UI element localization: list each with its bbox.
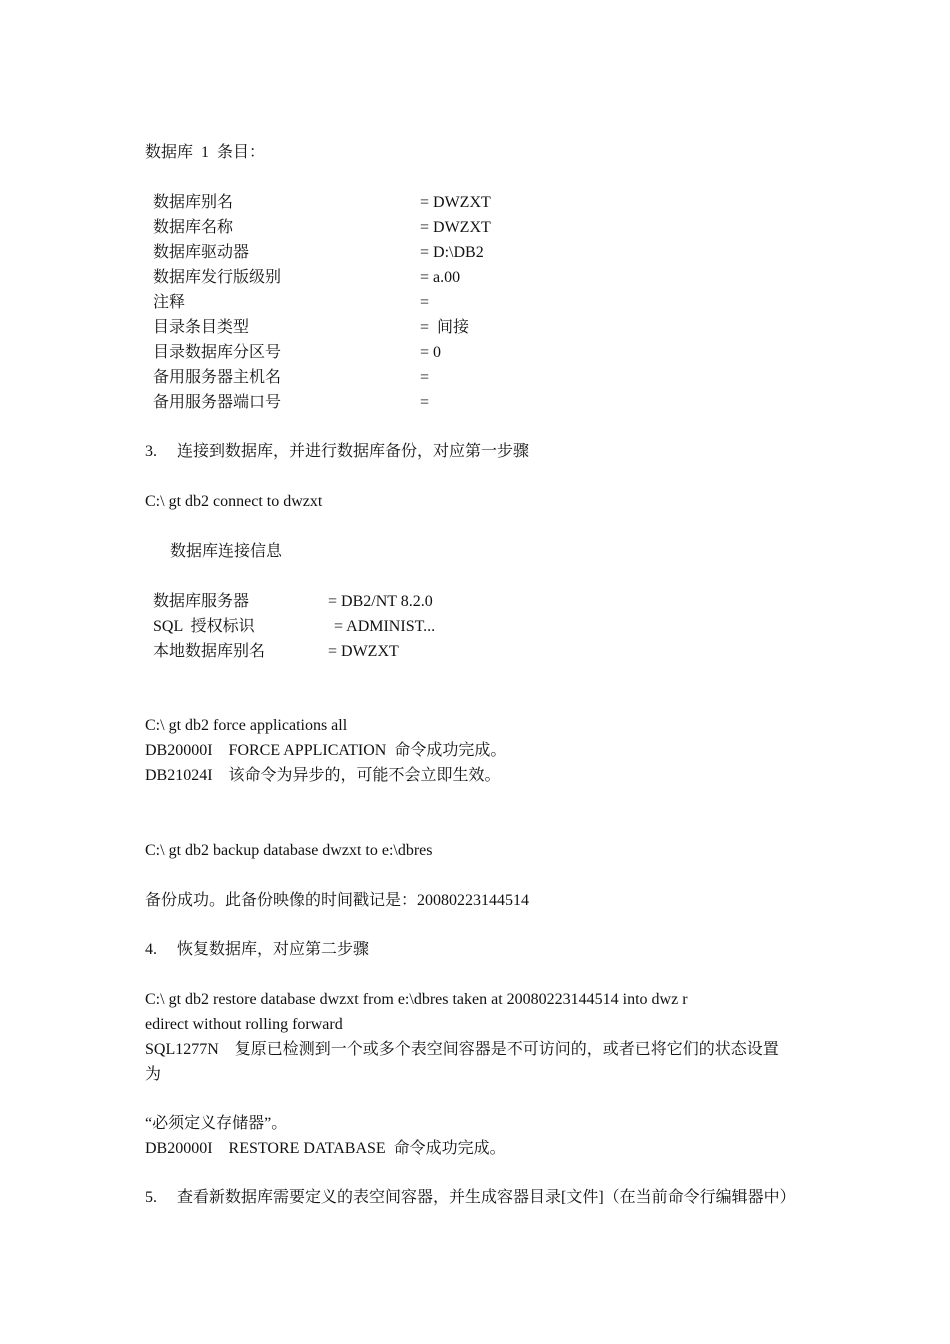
force-message-1: DB20000I FORCE APPLICATION 命令成功完成。 bbox=[145, 742, 507, 759]
db-entry-value: = D:\DB2 bbox=[420, 244, 484, 261]
db-entry-value: = 0 bbox=[420, 344, 442, 361]
force-message-2: DB21024I 该命令为异步的，可能不会立即生效。 bbox=[145, 767, 501, 784]
conn-entry-label: 数据库服务器 bbox=[153, 593, 250, 610]
db-entry-value: = bbox=[420, 294, 430, 311]
connect-command: C:\ gt db2 connect to dwzxt bbox=[145, 493, 323, 510]
db-entry-label: 目录条目类型 bbox=[153, 319, 250, 336]
db-entry-label: 数据库驱动器 bbox=[153, 244, 250, 261]
db-entry-label: 目录数据库分区号 bbox=[153, 344, 282, 361]
sql1277n-message-line-2: 为 bbox=[145, 1066, 162, 1083]
db-entry-value: = DWZXT bbox=[420, 194, 491, 211]
db-entry-value: = a.00 bbox=[420, 269, 461, 286]
force-command: C:\ gt db2 force applications all bbox=[145, 717, 348, 734]
conn-entry-label: 本地数据库别名 bbox=[153, 643, 266, 660]
db-entry-label: 数据库发行版级别 bbox=[153, 269, 282, 286]
db-entry-label: 备用服务器主机名 bbox=[153, 369, 282, 386]
sql1277n-message-line-1: SQL1277N 复原已检测到一个或多个表空间容器是不可访问的，或者已将它们的状态设置 bbox=[145, 1041, 779, 1058]
db-entry-value: = bbox=[420, 394, 430, 411]
restore-command-line-1: C:\ gt db2 restore database dwzxt from e:\dbres taken at 20080223144514 into dwz r bbox=[145, 991, 688, 1008]
conn-entry-label: SQL 授权标识 bbox=[153, 618, 255, 635]
db-entry-value: = DWZXT bbox=[420, 219, 491, 236]
step4-heading: 4. 恢复数据库，对应第二步骤 bbox=[145, 941, 370, 958]
db-entry-label: 注释 bbox=[153, 294, 186, 311]
connection-info-title: 数据库连接信息 bbox=[170, 543, 283, 560]
db-entry-label: 数据库名称 bbox=[153, 219, 234, 236]
db-entry-heading: 数据库 1 条目： bbox=[145, 144, 266, 161]
db-entry-label: 数据库别名 bbox=[153, 194, 234, 211]
backup-command: C:\ gt db2 backup database dwzxt to e:\dbres bbox=[145, 842, 433, 859]
step3-heading: 3. 连接到数据库，并进行数据库备份，对应第一步骤 bbox=[145, 443, 530, 460]
conn-entry-value: = ADMINIST... bbox=[330, 618, 436, 635]
db-entry-value: = 间接 bbox=[420, 319, 470, 336]
restore-command-line-2: edirect without rolling forward bbox=[145, 1016, 343, 1033]
db-entry-value: = bbox=[420, 369, 430, 386]
step5-heading: 5. 查看新数据库需要定义的表空间容器，并生成容器目录[文件]（在当前命令行编辑器中） bbox=[145, 1189, 796, 1206]
conn-entry-value: = DWZXT bbox=[328, 643, 399, 660]
conn-entry-value: = DB2/NT 8.2.0 bbox=[328, 593, 433, 610]
db-entry-label: 备用服务器端口号 bbox=[153, 394, 282, 411]
storage-quote: “必须定义存储器”。 bbox=[145, 1115, 288, 1132]
backup-message: 备份成功。此备份映像的时间戳记是：20080223144514 bbox=[145, 892, 530, 909]
restore-done-message: DB20000I RESTORE DATABASE 命令成功完成。 bbox=[145, 1140, 506, 1157]
